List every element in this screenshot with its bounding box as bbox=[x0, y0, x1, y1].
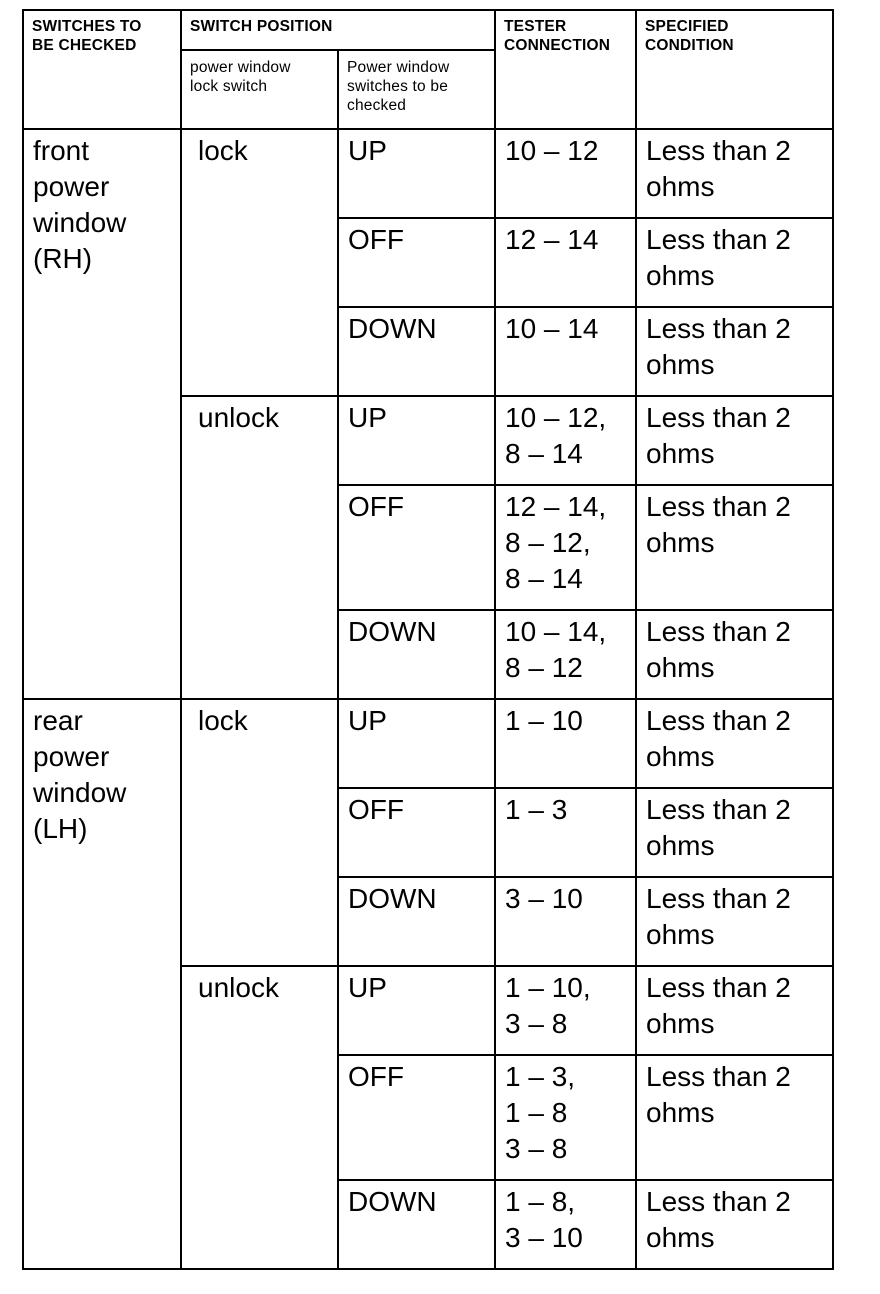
tester-connection-cell: 1 – 10, 3 – 8 bbox=[495, 966, 636, 1055]
tester-connection-cell: 1 – 10 bbox=[495, 699, 636, 788]
condition-cell: Less than 2 ohms bbox=[636, 966, 833, 1055]
tester-connection-cell: 12 – 14, 8 – 12, 8 – 14 bbox=[495, 485, 636, 610]
window-switch-cell: OFF bbox=[338, 788, 495, 877]
condition-cell: Less than 2 ohms bbox=[636, 1055, 833, 1180]
group-name-front-rh: front power window (RH) bbox=[23, 129, 181, 699]
condition-cell: Less than 2 ohms bbox=[636, 877, 833, 966]
condition-cell: Less than 2 ohms bbox=[636, 788, 833, 877]
condition-cell: Less than 2 ohms bbox=[636, 396, 833, 485]
window-switch-cell: UP bbox=[338, 129, 495, 218]
group-name-rear-lh: rear power window (LH) bbox=[23, 699, 181, 1269]
unlock-position-cell: unlock bbox=[181, 396, 338, 699]
tester-connection-cell: 10 – 12 bbox=[495, 129, 636, 218]
tester-connection-cell: 1 – 3, 1 – 8 3 – 8 bbox=[495, 1055, 636, 1180]
tester-connection-cell: 10 – 12, 8 – 14 bbox=[495, 396, 636, 485]
condition-cell: Less than 2 ohms bbox=[636, 307, 833, 396]
table-body bbox=[23, 129, 833, 1269]
tester-connection-cell: 10 – 14 bbox=[495, 307, 636, 396]
window-switch-cell: UP bbox=[338, 396, 495, 485]
condition-cell: Less than 2 ohms bbox=[636, 129, 833, 218]
tester-connection-cell: 1 – 8, 3 – 10 bbox=[495, 1180, 636, 1269]
table-row bbox=[23, 129, 833, 218]
header-switches-to-be-checked: SWITCHES TO BE CHECKED bbox=[23, 10, 181, 129]
unlock-position-cell: unlock bbox=[181, 966, 338, 1269]
condition-cell: Less than 2 ohms bbox=[636, 485, 833, 610]
window-switch-cell: OFF bbox=[338, 485, 495, 610]
header-specified-condition: SPECIFIED CONDITION bbox=[636, 10, 833, 129]
tester-connection-cell: 3 – 10 bbox=[495, 877, 636, 966]
lock-position-cell: lock bbox=[181, 129, 338, 396]
window-switch-cell: DOWN bbox=[338, 1180, 495, 1269]
window-switch-cell: DOWN bbox=[338, 610, 495, 699]
window-switch-cell: UP bbox=[338, 699, 495, 788]
window-switch-cell: OFF bbox=[338, 1055, 495, 1180]
condition-cell: Less than 2 ohms bbox=[636, 699, 833, 788]
switch-inspection-table bbox=[22, 9, 834, 1270]
tester-connection-cell: 12 – 14 bbox=[495, 218, 636, 307]
tester-connection-cell: 1 – 3 bbox=[495, 788, 636, 877]
condition-cell: Less than 2 ohms bbox=[636, 610, 833, 699]
window-switch-cell: OFF bbox=[338, 218, 495, 307]
window-switch-cell: UP bbox=[338, 966, 495, 1055]
condition-cell: Less than 2 ohms bbox=[636, 1180, 833, 1269]
condition-cell: Less than 2 ohms bbox=[636, 218, 833, 307]
header-switch-position: SWITCH POSITION bbox=[181, 10, 495, 50]
lock-position-cell: lock bbox=[181, 699, 338, 966]
header-lock-switch: power window lock switch bbox=[181, 50, 338, 129]
window-switch-cell: DOWN bbox=[338, 307, 495, 396]
header-tester-connection: TESTER CONNECTION bbox=[495, 10, 636, 129]
table-row bbox=[23, 699, 833, 788]
window-switch-cell: DOWN bbox=[338, 877, 495, 966]
header-window-switches: Power window switches to be checked bbox=[338, 50, 495, 129]
tester-connection-cell: 10 – 14, 8 – 12 bbox=[495, 610, 636, 699]
